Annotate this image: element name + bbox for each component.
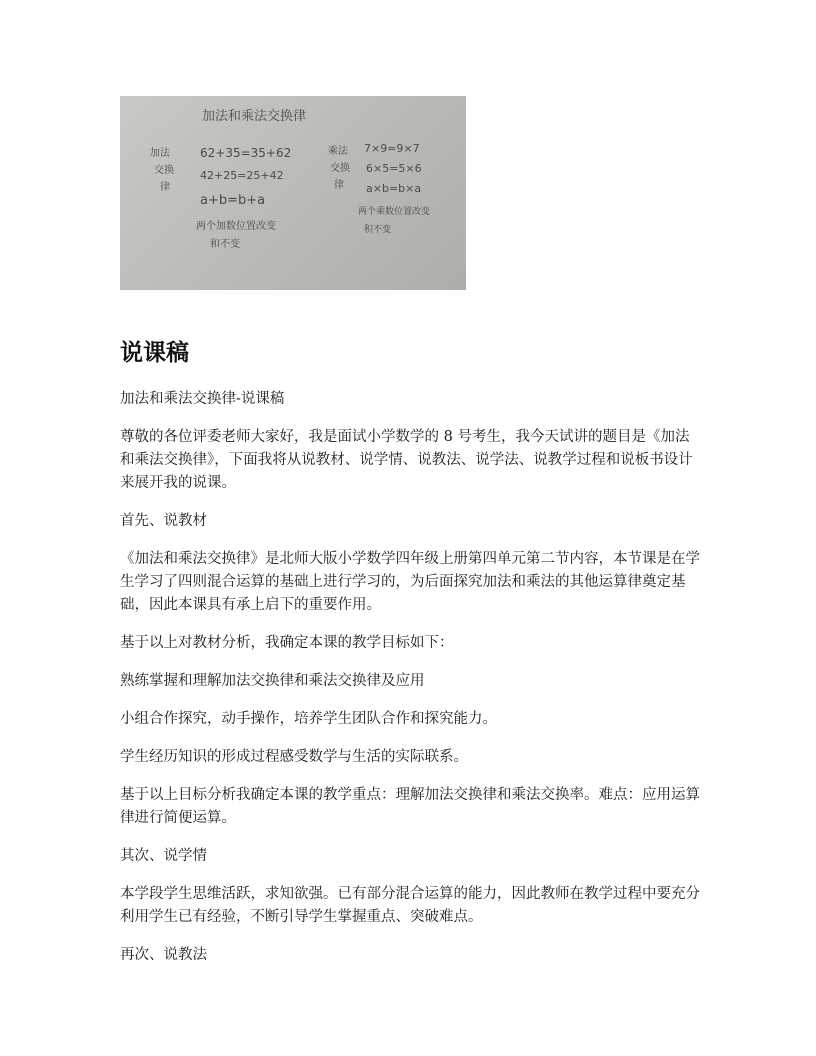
- section-heading-methods: 再次、说教法: [120, 947, 207, 963]
- right-label-2: 交换: [330, 163, 350, 174]
- objective-3: 学生经历知识的形成过程感受数学与生活的实际联系。: [120, 749, 468, 765]
- doc-subtitle: 加法和乘法交换律-说课稿: [120, 391, 285, 407]
- board-title: 加法和乘法交换律: [202, 109, 307, 124]
- section-heading-textbook: 首先、说教材: [120, 513, 207, 529]
- right-line-2: 6×5=5×6: [366, 162, 422, 175]
- left-line-3: a+b=b+a: [200, 193, 266, 208]
- left-label-1: 加法: [150, 148, 170, 159]
- right-label-3: 律: [334, 180, 344, 191]
- right-line-3: a×b=b×a: [366, 182, 422, 195]
- textbook-paragraph: 《加法和乘法交换律》是北师大版小学数学四年级上册第四单元第二节内容，本节课是在学生学习了四则混合运算的基础上进行学习的，为后面探究加法和乘法的其他运算律奠定基础，因此本课具有承上启下的重要作用。: [120, 551, 700, 613]
- left-label-3: 律: [160, 182, 170, 193]
- left-line-1: 62+35=35+62: [200, 146, 292, 160]
- key-points-paragraph: 基于以上目标分析我确定本课的教学重点：理解加法交换律和乘法交换率。难点：应用运算律进行简便运算。: [120, 787, 700, 826]
- left-label-2: 交换: [154, 165, 174, 176]
- handwriting-svg: [120, 96, 466, 290]
- intro-paragraph: 尊敬的各位评委老师大家好，我是面试小学数学的 8 号考生，我今天试讲的题目是《加法和乘法交换律》，下面我将从说教材、说学情、说教法、说学法、说教学过程和说板书设计来展开我的说课。: [120, 429, 693, 491]
- document-body: [120, 388, 700, 982]
- whiteboard-photo: [120, 96, 466, 290]
- right-line-5: 积不变: [364, 225, 392, 235]
- objectives-intro: 基于以上对教材分析，我确定本课的教学目标如下：: [120, 635, 454, 651]
- right-label-1: 乘法: [328, 146, 348, 157]
- students-paragraph: 本学段学生思维活跃，求知欲强。已有部分混合运算的能力，因此教师在教学过程中要充分利用学生已有经验，不断引导学生掌握重点、突破难点。: [120, 886, 700, 925]
- objective-1: 熟练掌握和理解加法交换律和乘法交换律及应用: [120, 673, 425, 689]
- objective-2: 小组合作探究，动手操作，培养学生团队合作和探究能力。: [120, 711, 497, 727]
- right-line-1: 7×9=9×7: [364, 142, 420, 155]
- left-line-4: 两个加数位置改变: [196, 221, 276, 232]
- right-line-4: 两个乘数位置改变: [358, 207, 431, 217]
- page-title: 说课稿: [120, 340, 189, 366]
- section-heading-students: 其次、说学情: [120, 848, 207, 864]
- left-line-5: 和不变: [210, 239, 240, 250]
- left-line-2: 42+25=25+42: [200, 169, 284, 182]
